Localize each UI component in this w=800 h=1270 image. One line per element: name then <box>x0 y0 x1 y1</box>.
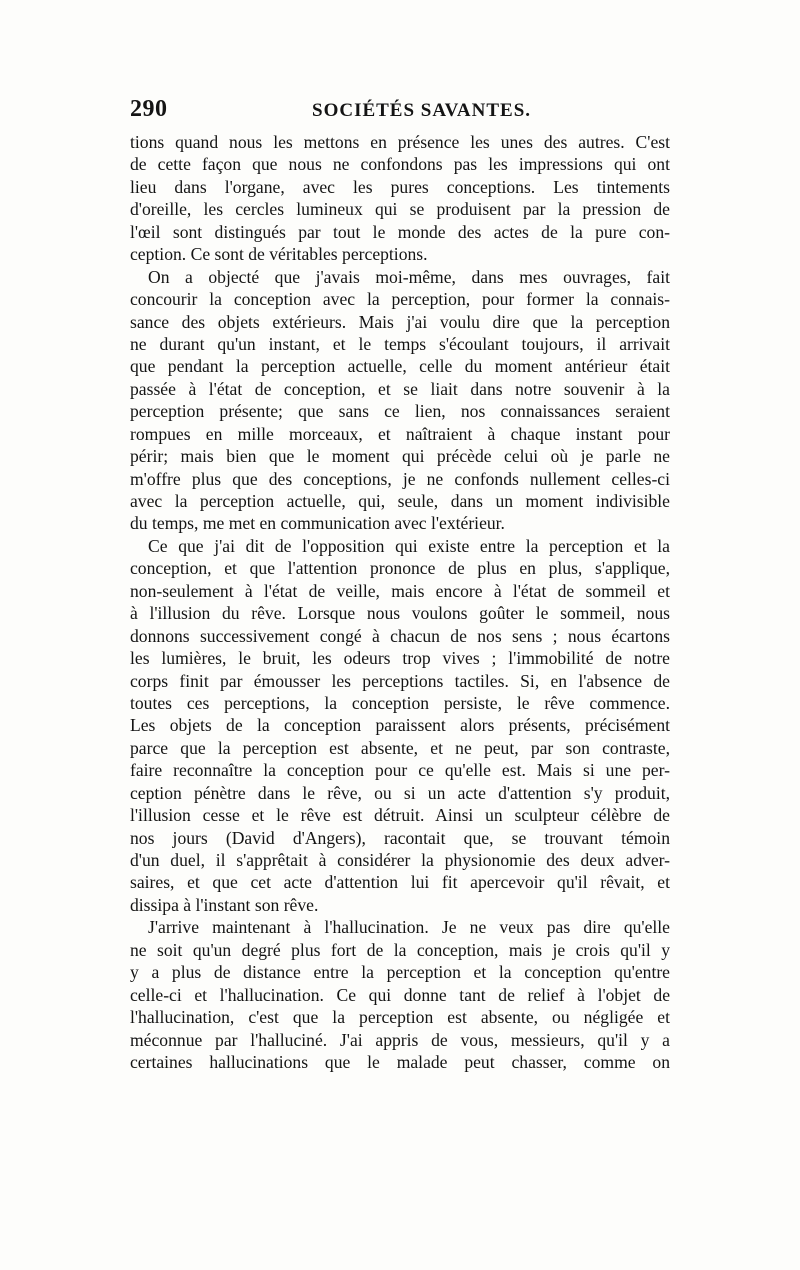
text-line: nos jours (David d'Angers), racontait que, se trouvant témoin <box>130 827 670 848</box>
text-line: On a objecté que j'avais moi-même, dans mes ouvrages, fait <box>148 266 670 287</box>
text-line: ception pénètre dans le rêve, ou si un acte d'attention s'y produit, <box>130 782 670 803</box>
text-line: toutes ces perceptions, la conception persiste, le rêve commence. <box>130 692 670 713</box>
text-line: parce que la perception est absente, et ne peut, par son contraste, <box>130 737 670 758</box>
text-line: faire reconnaître la conception pour ce qu'elle est. Mais si une per- <box>130 760 670 781</box>
text-line: du temps, me met en communication avec l'extérieur. <box>130 513 505 534</box>
text-line: saires, et que cet acte d'attention lui fit apercevoir qu'il rêvait, et <box>130 872 670 893</box>
text-line: lieu dans l'organe, avec les pures conceptions. Les tintements <box>130 176 670 197</box>
page-number: 290 <box>130 96 168 122</box>
text-line: sance des objets extérieurs. Mais j'ai voulu dire que la perception <box>130 311 670 332</box>
text-line: tions quand nous les mettons en présence les unes des autres. C'est <box>130 132 670 152</box>
text-line: y a plus de distance entre la perception et la conception qu'entre <box>130 962 670 983</box>
text-line: ception. Ce sont de véritables perceptions. <box>130 244 428 265</box>
text-line: avec la perception actuelle, qui, seule, dans un moment indivisible <box>130 491 670 511</box>
page-header <box>130 96 670 126</box>
text-line: périr; mais bien que le moment qui précède celui où je parle ne <box>130 446 670 467</box>
text-line: l'illusion cesse et le rêve est détruit. Ainsi un sculpteur célèbre de <box>130 805 670 826</box>
text-line: de cette façon que nous ne confondons pas les impressions qui ont <box>130 154 670 175</box>
text-line: d'oreille, les cercles lumineux qui se produisent par la pression de <box>130 199 670 220</box>
text-line: les lumières, le bruit, les odeurs trop vives ; l'immobilité de notre <box>130 648 670 669</box>
text-line: Ce que j'ai dit de l'opposition qui existe entre la perception et la <box>148 535 670 556</box>
text-line: perception présente; que sans ce lien, nos connaissances seraient <box>130 401 670 422</box>
text-line: conception, et que l'attention prononce de plus en plus, s'applique, <box>130 558 670 579</box>
body-text <box>130 131 670 1073</box>
text-line: certaines hallucinations que le malade peut chasser, comme on <box>130 1051 670 1072</box>
text-line: l'œil sont distingués par tout le monde des actes de la pure con- <box>130 221 670 242</box>
running-head: SOCIÉTÉS SAVANTES. <box>312 100 532 121</box>
text-line: que pendant la perception actuelle, celle du moment antérieur était <box>130 356 670 377</box>
text-line: J'arrive maintenant à l'hallucination. Je ne veux pas dire qu'elle <box>148 917 670 938</box>
text-line: Les objets de la conception paraissent alors présents, précisément <box>130 715 670 736</box>
text-line: rompues en mille morceaux, et naîtraient à chaque instant pour <box>130 423 670 444</box>
text-line: concourir la conception avec la perception, pour former la connais- <box>130 289 670 310</box>
text-line: m'offre plus que des conceptions, je ne confonds nullement celles-ci <box>130 468 670 489</box>
text-line: celle-ci et l'hallucination. Ce qui donne tant de relief à l'objet de <box>130 984 670 1005</box>
text-line: méconnue par l'halluciné. J'ai appris de vous, messieurs, qu'il y a <box>130 1029 670 1050</box>
text-line: corps finit par émousser les perceptions tactiles. Si, en l'absence de <box>130 670 670 691</box>
text-line: dissipa à l'instant son rêve. <box>130 894 319 915</box>
text-line: non-seulement à l'état de veille, mais encore à l'état de sommeil et <box>130 580 670 601</box>
text-line: à l'illusion du rêve. Lorsque nous voulons goûter le sommeil, nous <box>130 603 670 624</box>
text-line: passée à l'état de conception, et se liait dans notre souvenir à la <box>130 378 670 399</box>
text-line: ne soit qu'un degré plus fort de la conception, mais je crois qu'il y <box>130 939 670 960</box>
text-line: l'hallucination, c'est que la perception est absente, ou négligée et <box>130 1007 670 1028</box>
text-line: ne durant qu'un instant, et le temps s'écoulant toujours, il arrivait <box>130 333 670 354</box>
text-line: d'un duel, il s'apprêtait à considérer la physionomie des deux adver- <box>130 850 670 870</box>
text-line: donnons successivement congé à chacun de nos sens ; nous écartons <box>130 625 670 646</box>
